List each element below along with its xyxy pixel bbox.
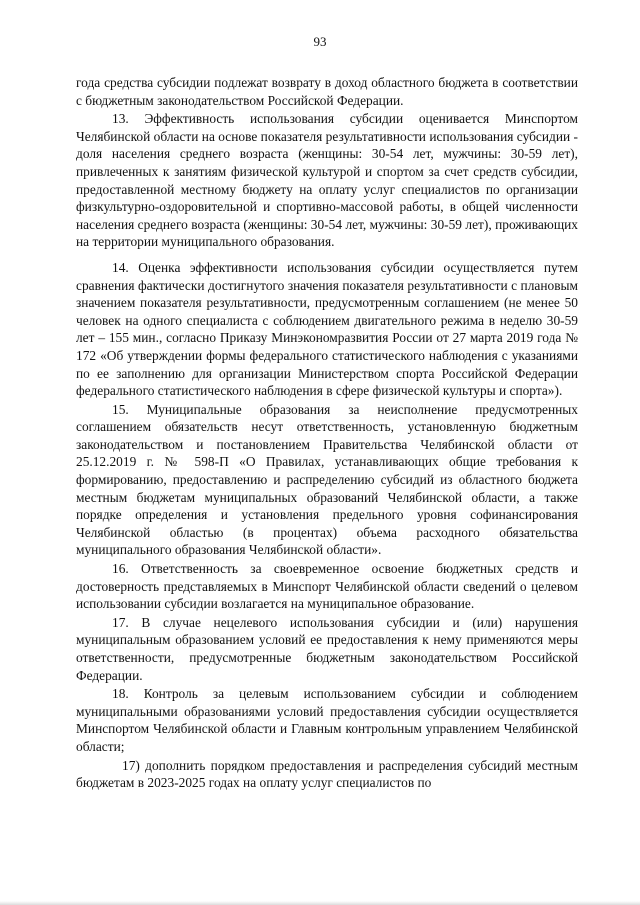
paragraph-18: 18. Контроль за целевым использованием субсидии и соблюдением муниципальными образованиями условий предоставления субсидии осуществляется Минспортом Челябинской области и Главным контрольным управлением Челябинской области; [76, 686, 578, 754]
paragraph-17-amendment: 17) дополнить порядком предоставления и распределения субсидий местным бюджетам в 2023-2025 годах на оплату услуг специалистов по [76, 757, 578, 791]
page-number: 93 [313, 34, 327, 49]
page-bottom-edge [0, 901, 640, 905]
document-body [76, 74, 578, 792]
paragraph-continuation: года средства субсидии подлежат возврату в доход областного бюджета в соответствии с бюджетным законодательством Российской Федерации. [76, 75, 578, 108]
paragraph-17: 17. В случае нецелевого использования субсидии и (или) нарушения муниципальным образованием условий ее предоставления к нему применяются меры ответственности, предусмотренные бюджетным законодательством Российской Федерации. [76, 614, 578, 683]
paragraph-14: 14. Оценка эффективности использования субсидии осуществляется путем сравнения фактически достигнутого значения показателя результативности с плановым значением показателя результативности, предусмотренным соглашением (не менее 50 человек на одного специалиста с соблюдением двигательного режима в неделю 30-59 лет – 155 мин., согласно Приказу Минэкономразвития России от 27 марта 2019 года № 172 «Об утверждении формы федерального статистического наблюдения с указаниями по ее заполнению для организации Министерством спорта Российской Федерации федерального статистического наблюдения в сфере физической культуры и спорта»). [76, 259, 578, 399]
paragraph-15: 15. Муниципальные образования за неисполнение предусмотренных соглашением обязательств несут ответственность, установленную бюджетным законодательством и постановлением Правительства Челябинской области от 25.12.2019 г. № 598-П «О Правилах, устанавливающих общие требования к формированию, предоставлению и распределению субсидий из областного бюджета местным бюджетам муниципальных образований Челябинской области, а также порядке определения и установления предельного уровня софинансирования Челябинской областью (в процентах) объема расходного обязательства муниципального образования Челябинской области». [76, 401, 578, 558]
paragraph-13: 13. Эффективность использования субсидии оценивается Минспортом Челябинской области на основе показателя результативности использования субсидии - доля населения среднего возраста (женщины: 30-54 лет, мужчины: 30-59 лет), привлеченных к занятиям физической культурой и спортом за счет средств субсидии, предоставленной местному бюджету на оплату услуг специалистов по организации физкультурно-оздоровительной и спортивно-массовой работы, в общей численности населения среднего возраста (женщины: 30-54 лет, мужчины: 30-59 лет), проживающих на территории муниципального образования. [76, 111, 578, 250]
paragraph-16: 16. Ответственность за своевременное освоение бюджетных средств и достоверность представляемых в Минспорт Челябинской области сведений о целевом использовании субсидии возлагается на муниципальное образование. [76, 561, 578, 612]
